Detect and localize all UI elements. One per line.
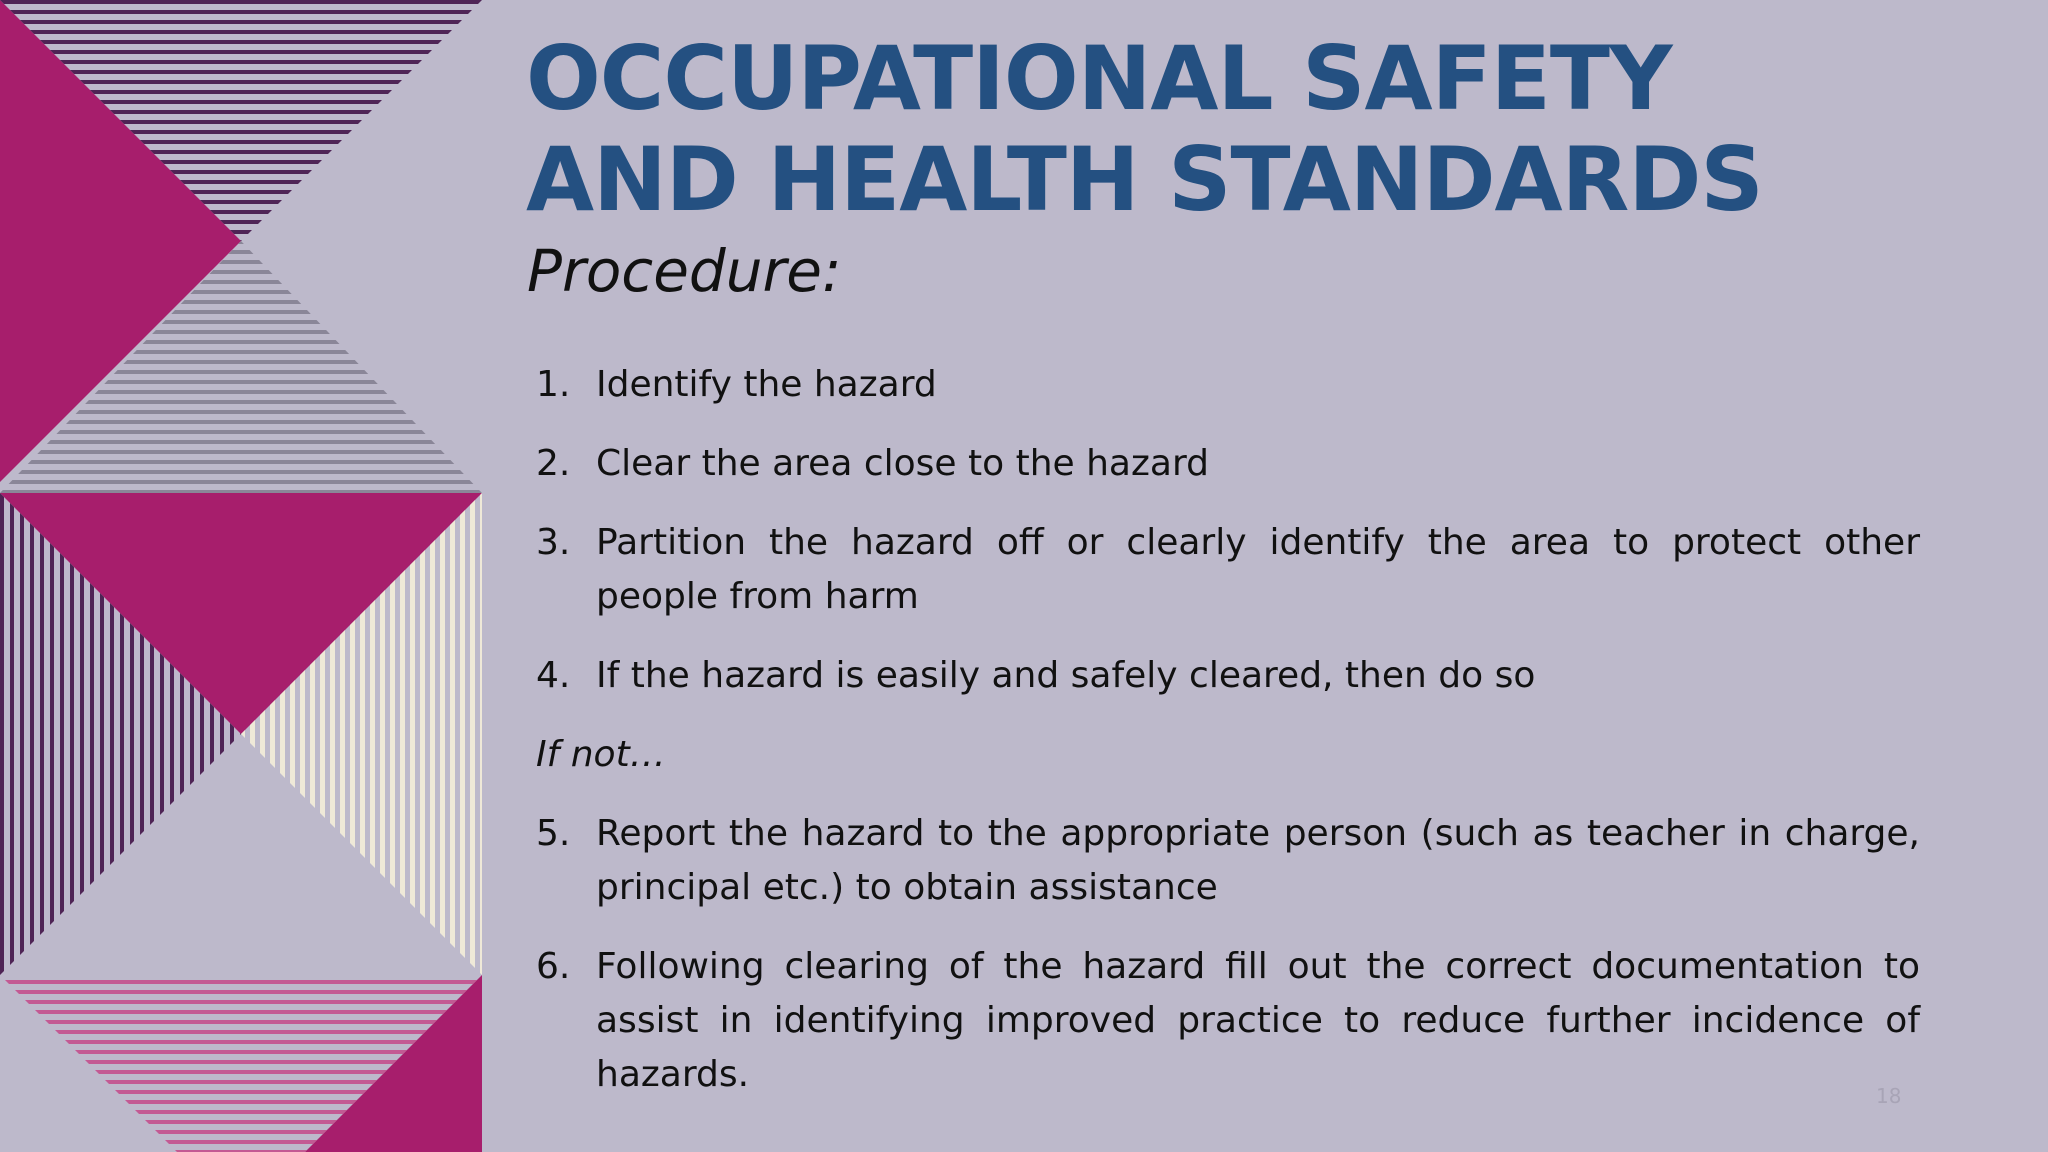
step-text: Following clearing of the hazard fill out the correct documentation to assist in identifying improved practice to reduce further incidence of hazards.	[596, 946, 1920, 1095]
decorative-geometric-pattern	[0, 0, 482, 1152]
step-number: 2.	[536, 443, 571, 484]
list-item	[536, 358, 1920, 412]
procedure-list	[536, 358, 1920, 1127]
step-number: 1.	[536, 364, 571, 405]
list-item	[536, 516, 1920, 624]
if-not-note: If not…	[536, 734, 666, 775]
slide-title	[526, 28, 1976, 230]
list-item	[536, 437, 1920, 491]
subtitle: Procedure:	[527, 237, 842, 305]
list-item	[536, 940, 1920, 1102]
step-number: 5.	[536, 813, 571, 854]
title-line-1: OCCUPATIONAL SAFETY	[526, 27, 1672, 130]
step-text: Partition the hazard off or clearly identify the area to protect other people from harm	[596, 522, 1920, 617]
step-number: 3.	[536, 522, 571, 563]
page-number: 18	[1876, 1084, 1902, 1108]
list-item	[536, 649, 1920, 703]
step-number: 4.	[536, 655, 571, 696]
step-text: If the hazard is easily and safely cleared, then do so	[596, 655, 1536, 696]
step-text: Identify the hazard	[596, 364, 937, 405]
list-item	[536, 807, 1920, 915]
step-text: Clear the area close to the hazard	[596, 443, 1209, 484]
step-number: 6.	[536, 946, 571, 987]
step-text: Report the hazard to the appropriate person (such as teacher in charge, principal etc.) to obtain assistance	[596, 813, 1920, 908]
title-line-2: AND HEALTH STANDARDS	[526, 128, 1763, 231]
